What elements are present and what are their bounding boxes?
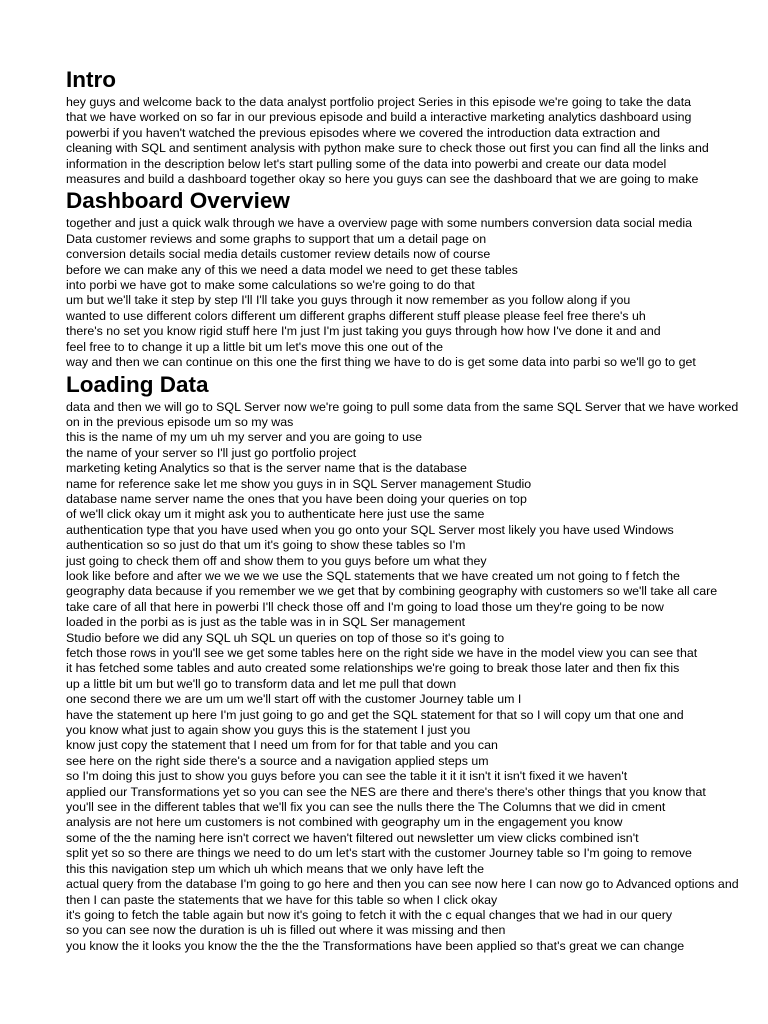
transcript-line: conversion details social media details customer review details now of course: [66, 247, 491, 262]
transcript-line: take care of all that here in powerbi I'll check those off and I'm going to load those um they're going to be now: [66, 599, 664, 614]
transcript-line: the name of your server so I'll just go portfolio project: [66, 445, 357, 460]
section-heading: Dashboard Overview: [66, 188, 290, 214]
transcript-line: just going to check them off and show them to you guys before um what they: [66, 553, 487, 568]
transcript-line: of we'll click okay um it might ask you to authenticate here just use the same: [66, 507, 485, 522]
transcript-line: you know what just to again show you guys this is the statement I just you: [66, 723, 471, 738]
transcript-line: Studio before we did any SQL uh SQL un queries on top of those so it's going to: [66, 630, 505, 645]
transcript-line: authentication type that you have used when you go onto your SQL Server most likely you have used Windows: [66, 522, 674, 537]
transcript-line: feel free to to change it up a little bit um let's move this one out of the: [66, 339, 444, 354]
transcript-line: there's no set you know rigid stuff here I'm just I'm just taking you guys through how how I've done it and and: [66, 324, 661, 339]
transcript-line: have the statement up here I'm just going to go and get the SQL statement for that so I will copy um that one and: [66, 707, 684, 722]
section-loading-data: [66, 371, 768, 955]
section-body: [66, 95, 768, 187]
transcript-line: this is the name of my um uh my server and you are going to use: [66, 430, 423, 445]
transcript-line: loaded in the porbi as is just as the table was in in SQL Ser management: [66, 615, 466, 630]
transcript-line: marketing keting Analytics so that is the server name that is the database: [66, 461, 467, 476]
transcript-line: look like before and after we we we we use the SQL statements that we have created um not going to f fetch the: [66, 568, 680, 583]
transcript-line: actual query from the database I'm going to go here and then you can see now here I can now go to Advanced options and: [66, 877, 739, 892]
transcript-line: wanted to use different colors different um different graphs different stuff please please feel free there's uh: [66, 308, 646, 323]
transcript-line: up a little bit um but we'll go to transform data and let me pull that down: [66, 676, 457, 691]
transcript-line: analysis are not here um customers is not combined with geography um in the engagement you know: [66, 815, 623, 830]
transcript-line: way and then we can continue on this one the first thing we have to do is get some data into parbi so we'll go to get: [66, 355, 696, 370]
transcript-line: then I can paste the statements that we have for this table so when I click okay: [66, 892, 498, 907]
transcript-line: before we can make any of this we need a data model we need to get these tables: [66, 262, 518, 277]
transcript-line: know just copy the statement that I need um from for for that table and you can: [66, 738, 498, 753]
transcript-line: cleaning with SQL and sentiment analysis with python make sure to check those out first you can find all the links and: [66, 141, 709, 156]
transcript-line: information in the description below let's start pulling some of the data into powerbi and create our data model: [66, 156, 667, 171]
transcript-line: database name server name the ones that you have been doing your queries on top: [66, 491, 527, 506]
transcript-line: geography data because if you remember we we get that by combining geography with customers so we'll take all care: [66, 584, 718, 599]
transcript-line: name for reference sake let me show you guys in in SQL Server management Studio: [66, 476, 532, 491]
section-dashboard-overview: [66, 187, 768, 370]
transcript-line: Data customer reviews and some graphs to support that um a detail page on: [66, 231, 487, 246]
document-page: [66, 66, 768, 954]
transcript-line: applied our Transformations yet so you can see the NES are there and there's there's other things that you know that: [66, 784, 706, 799]
transcript-line: measures and build a dashboard together okay so here you guys can see the dashboard that we are going to make: [66, 172, 699, 187]
transcript-line: into porbi we have got to make some calculations so we're going to do that: [66, 278, 475, 293]
transcript-line: see here on the right side there's a source and a navigation applied steps um: [66, 753, 489, 768]
transcript-line: fetch those rows in you'll see we get some tables here on the right side we have in the model view you can see that: [66, 646, 698, 660]
transcript-line: so I'm doing this just to show you guys before you can see the table it it it isn't it isn't fixed it we haven't: [66, 769, 628, 784]
transcript-line: some of the the naming here isn't correct we haven't filtered out newsletter um view clicks combined isn't: [66, 830, 639, 845]
transcript-line: on in the previous episode um so my was: [66, 414, 294, 429]
section-body: [66, 400, 768, 955]
section-body: [66, 216, 768, 370]
transcript-line: data and then we will go to SQL Server now we're going to pull some data from the same SQL Server that we have worked: [66, 399, 739, 414]
transcript-line: um but we'll take it step by step I'll I'll take you guys through it now remember as you follow along if you: [66, 293, 631, 308]
transcript-line: split yet so so there are things we need to do um let's start with the customer Journey table so I'm going to remove: [66, 846, 692, 861]
transcript-line: so you can see now the duration is uh is filled out where it was missing and then: [66, 923, 506, 938]
section-heading: Intro: [66, 67, 116, 92]
transcript-line: authentication so so just do that um it's going to show these tables so I'm: [66, 538, 466, 553]
transcript-line: you know the it looks you know the the the the Transformations have been applied so that's great we can change: [66, 938, 685, 953]
transcript-line: this this navigation step um which uh which means that we only have left the: [66, 861, 485, 876]
transcript-line: it's going to fetch the table again but now it's going to fetch it with the c equal changes that we had in our query: [66, 907, 673, 922]
transcript-line: you'll see in the different tables that we'll fix you can see the nulls there the The Columns that we did in cment: [66, 800, 666, 815]
transcript-line: hey guys and welcome back to the data analyst portfolio project Series in this episode we're going to take the data: [66, 95, 692, 109]
transcript-line: powerbi if you haven't watched the previous episodes where we covered the introduction data extraction and: [66, 125, 661, 140]
transcript-line: that we have worked on so far in our previous episode and build a interactive marketing analytics dashboard using: [66, 110, 692, 125]
transcript-line: together and just a quick walk through we have a overview page with some numbers conversion data social media: [66, 216, 693, 231]
section-intro: [66, 66, 768, 187]
transcript-line: it has fetched some tables and auto created some relationships we're going to break those later and then fix this: [66, 661, 680, 676]
section-heading: Loading Data: [66, 371, 209, 397]
transcript-line: one second there we are um um we'll start off with the customer Journey table um I: [66, 692, 522, 707]
